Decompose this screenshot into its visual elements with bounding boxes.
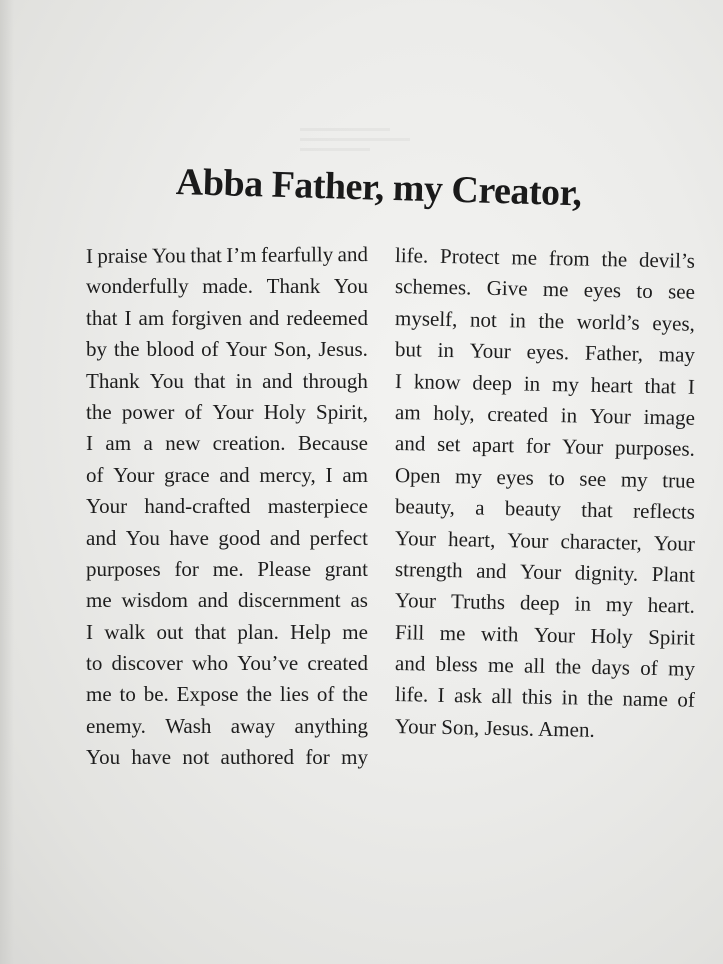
text-line: beauty, a beauty that reflects <box>394 494 696 524</box>
text-line: but in Your eyes. Father, may <box>394 337 696 367</box>
text-line: Your Truths deep in my heart. <box>394 588 696 619</box>
text-line: I praise You that I’m fearfully and <box>85 242 369 268</box>
text-line: life. I ask all this in the name of <box>394 682 696 713</box>
text-line: myself, not in the world’s eyes, <box>394 305 696 336</box>
text-line: schemes. Give me eyes to see <box>394 274 696 305</box>
text-line: You have not authored for my <box>86 745 368 770</box>
text-line: Your hand-crafted masterpiece <box>86 494 368 519</box>
text-line: enemy. Wash away anything <box>86 713 368 738</box>
text-line: Thank You that in and through <box>86 368 368 393</box>
prayer-title: Abba Father, my Creator, <box>175 161 583 215</box>
text-line: and bless me all the days of my <box>394 651 696 681</box>
text-line: life. Protect me from the devil’s <box>394 243 696 273</box>
text-line: wonderfully made. Thank You <box>86 274 368 299</box>
text-line: strength and Your dignity. Plant <box>394 556 696 587</box>
text-line: Fill me with Your Holy Spirit <box>394 619 696 650</box>
text-line: Open my eyes to see my true <box>394 462 696 493</box>
text-line: to discover who You’ve created <box>86 651 368 676</box>
text-line: and set apart for Your purposes. <box>394 431 696 462</box>
text-line: by the blood of Your Son, Jesus. <box>86 337 368 362</box>
text-line: of Your grace and mercy, I am <box>86 462 368 487</box>
text-line: the power of Your Holy Spirit, <box>86 399 368 424</box>
text-line: me wisdom and discernment as <box>86 588 368 613</box>
text-line: I know deep in my heart that I <box>394 368 696 399</box>
text-line: purposes for me. Please grant <box>86 556 368 581</box>
text-line: I am a new creation. Because <box>86 431 368 456</box>
text-line: Your Son, Jesus. Amen. <box>394 713 595 742</box>
text-line: that I am forgiven and redeemed <box>86 305 368 330</box>
text-line: and You have good and perfect <box>86 525 368 550</box>
text-line: me to be. Expose the lies of the <box>86 682 368 707</box>
bleed-through-text <box>300 128 420 168</box>
text-line: I walk out that plan. Help me <box>86 619 368 644</box>
right-text-column <box>395 240 695 742</box>
left-text-column <box>86 240 368 774</box>
text-line: Your heart, Your character, Your <box>394 525 696 556</box>
text-line: am holy, created in Your image <box>394 399 696 430</box>
page-gutter-shadow <box>0 0 14 964</box>
